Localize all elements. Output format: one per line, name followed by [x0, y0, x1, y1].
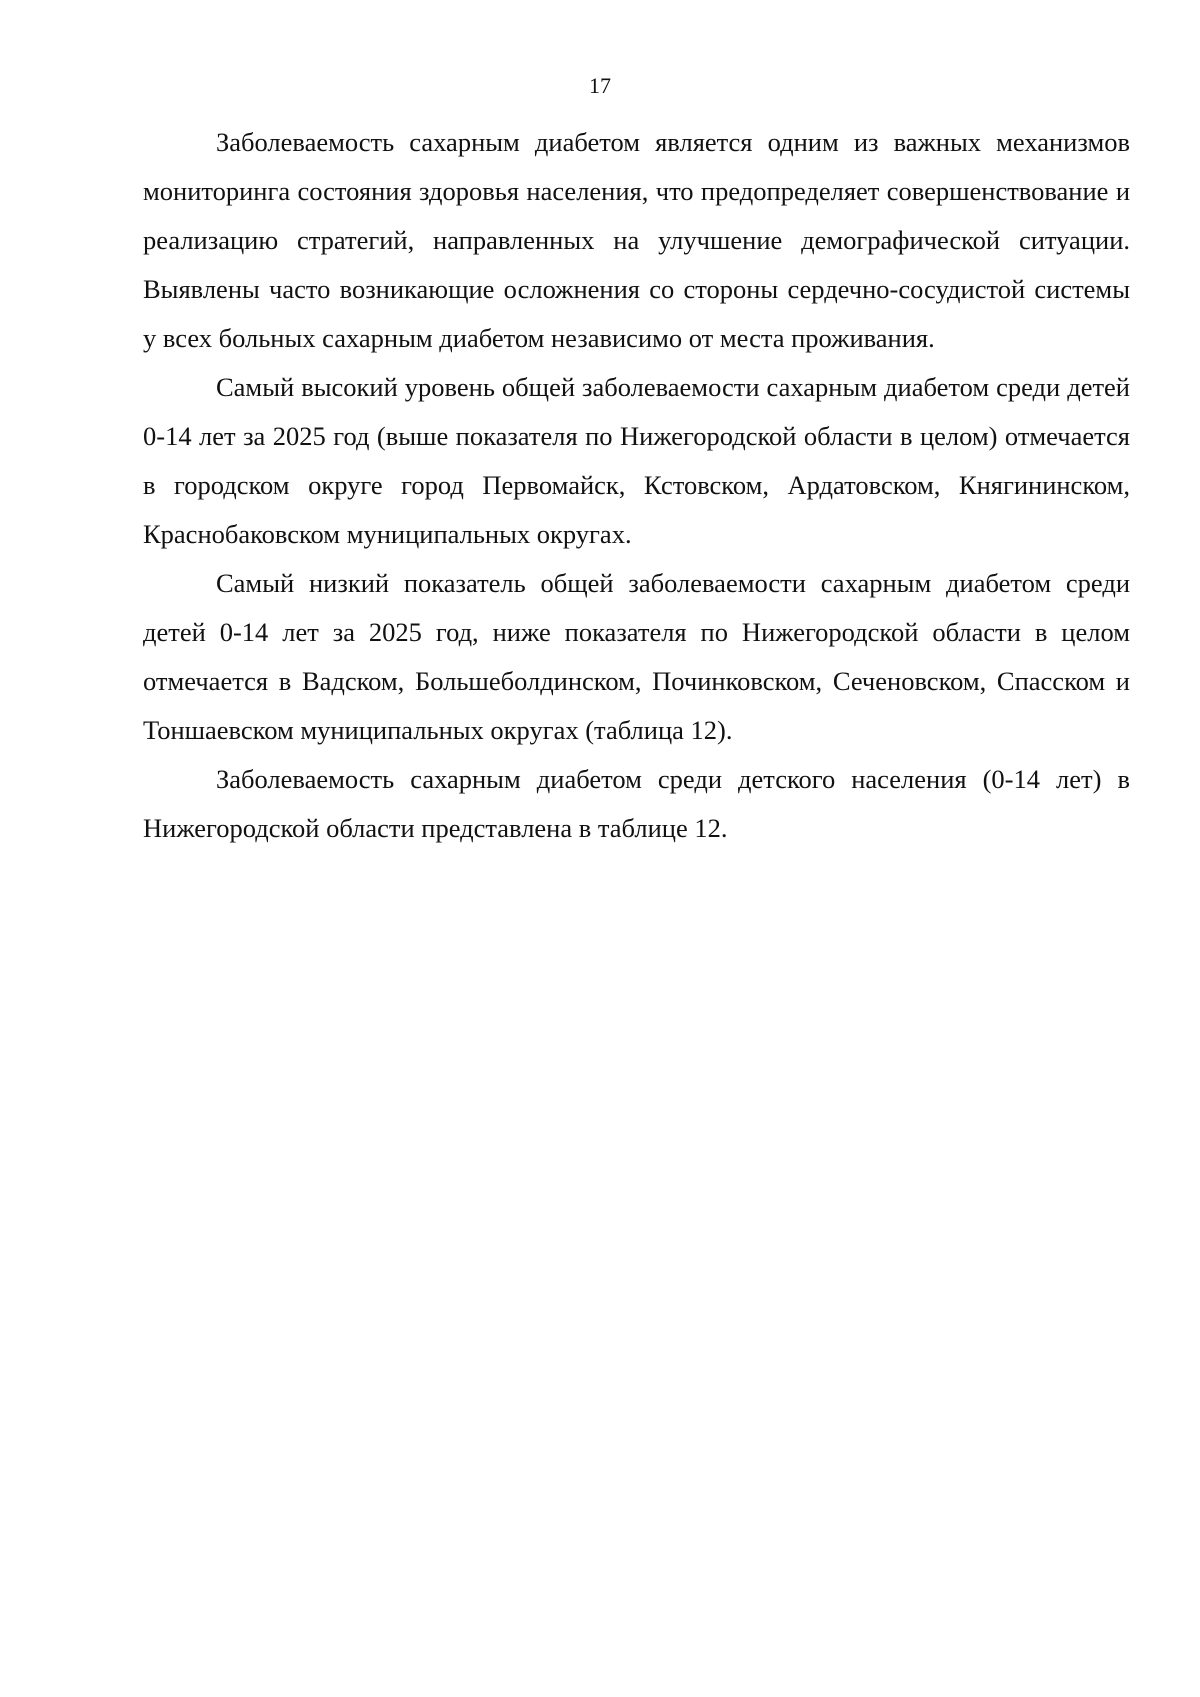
- paragraph: Заболеваемость сахарным диабетом среди детского населения (0-14 лет) в Нижегородской области представлена в таблице 12.: [143, 764, 1130, 843]
- paragraph: Заболеваемость сахарным диабетом является одним из важных механизмов мониторинга состояния здоровья населения, что предопределяет совершенствование и реализацию стратегий, направленных на улучшение демографической ситуации. Выявлены часто возникающие осложнения со стороны сердечно-сосудистой системы у всех больных сахарным диабетом независимо от места проживания.: [143, 127, 1130, 353]
- paragraph: Самый низкий показатель общей заболеваемости сахарным диабетом среди детей 0-14 лет за 2025 год, ниже показателя по Нижегородской области в целом отмечается в Вадском, Большеболдинском, Починковском, Сеченовском, Спасском и Тоншаевском муниципальных округах (таблица 12).: [143, 568, 1130, 745]
- document-body: [143, 118, 1130, 853]
- paragraph: Самый высокий уровень общей заболеваемости сахарным диабетом среди детей 0-14 лет за 2025 год (выше показателя по Нижегородской области в целом) отмечается в городском округе город Первомайск, Кстовском, Ардатовском, Княгининском, Краснобаковском муниципальных округах.: [143, 372, 1130, 549]
- page-number: 17: [589, 73, 611, 98]
